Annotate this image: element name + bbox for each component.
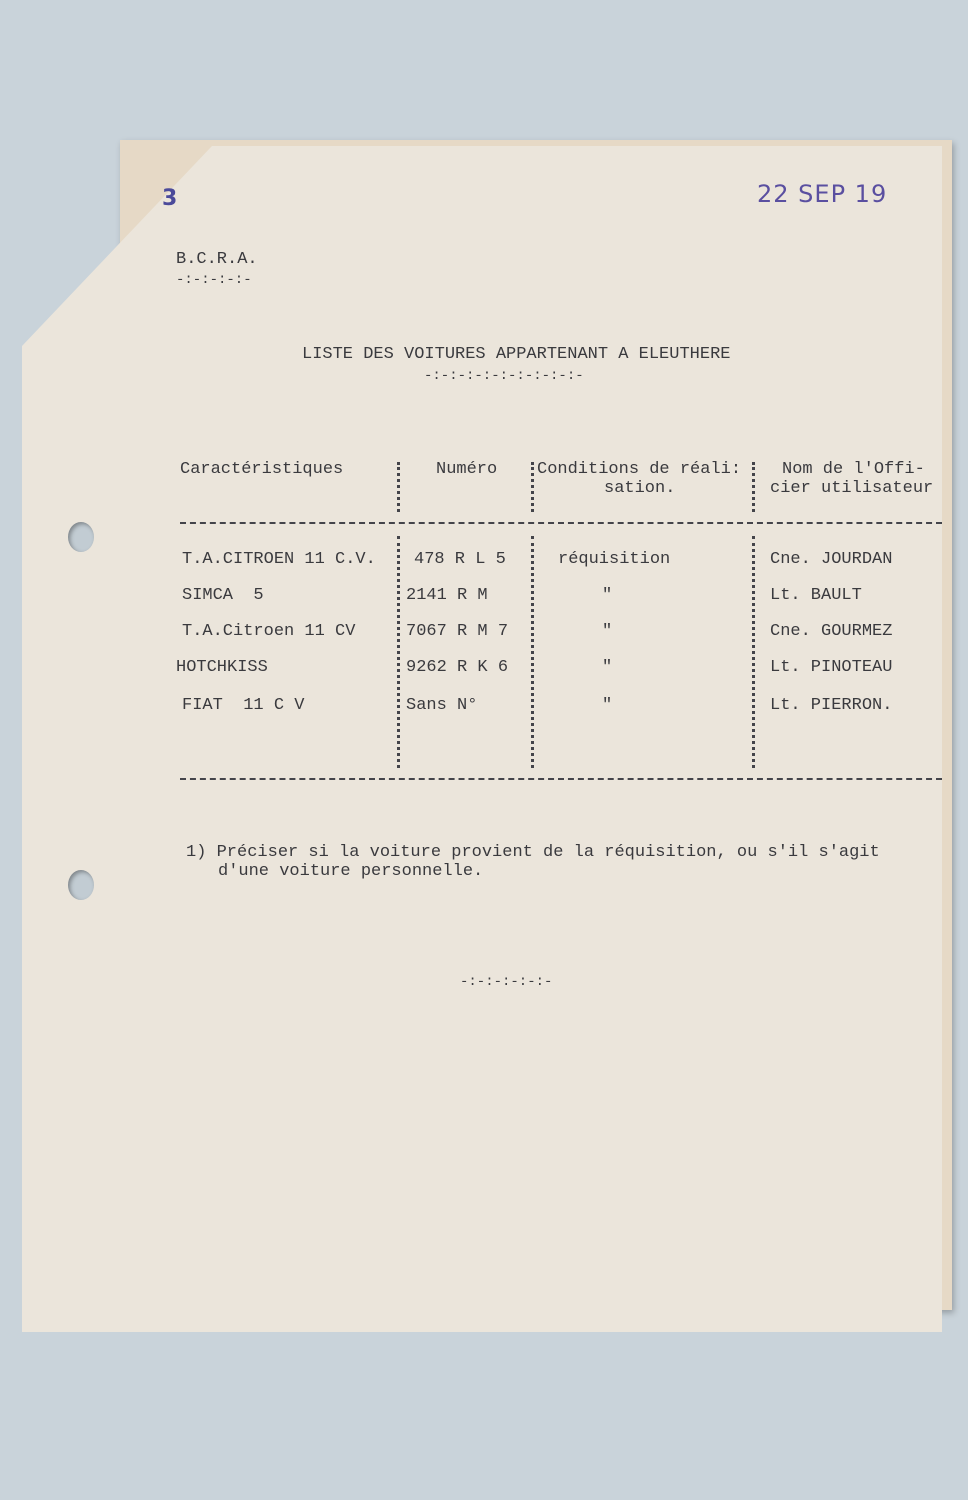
row-condition: " (602, 696, 613, 715)
header-org: B.C.R.A. (176, 250, 258, 269)
page-title: LISTE DES VOITURES APPARTENANT A ELEUTHERE (302, 345, 731, 364)
col-header-numero: Numéro (436, 460, 498, 479)
row-condition: " (602, 658, 613, 677)
row-officer: Lt. PINOTEAU (770, 658, 893, 677)
row-car: T.A.CITROEN 11 C.V. (182, 550, 376, 569)
footnote-line2: d'une voiture personnelle. (218, 862, 484, 881)
col-header-conditions-line2: sation. (604, 479, 676, 498)
row-number: 7067 R M 7 (406, 622, 509, 641)
footnote-line1: 1) Préciser si la voiture provient de la réquisition, ou s'il s'agit (186, 843, 880, 862)
col-header-officer: Nom de l'Offi- (782, 460, 925, 479)
row-condition: " (602, 622, 613, 641)
table-rule-top (180, 522, 942, 524)
punch-hole (68, 870, 94, 900)
column-separator (397, 462, 400, 512)
punch-hole (68, 522, 94, 552)
row-officer: Cne. JOURDAN (770, 550, 893, 569)
column-separator (752, 536, 755, 768)
row-officer: Lt. BAULT (770, 586, 862, 605)
col-header-conditions: Conditions de réali: (537, 460, 742, 479)
col-header-caracteristiques: Caractéristiques (180, 460, 344, 479)
row-number: 2141 R M (406, 586, 488, 605)
row-car: FIAT 11 C V (182, 696, 305, 715)
row-number: Sans N° (406, 696, 478, 715)
row-condition: réquisition (558, 550, 671, 569)
column-separator (397, 536, 400, 768)
col-header-officer-line2: cier utilisateur (770, 479, 934, 498)
handwritten-mark: 3 (162, 186, 178, 211)
document-sheet (22, 146, 942, 1332)
row-officer: Cne. GOURMEZ (770, 622, 893, 641)
column-separator (531, 536, 534, 768)
column-separator (752, 462, 755, 512)
row-car: HOTCHKISS (176, 658, 268, 677)
row-car: SIMCA 5 (182, 586, 264, 605)
row-officer: Lt. PIERRON. (770, 696, 893, 715)
row-car: T.A.Citroen 11 CV (182, 622, 356, 641)
date-stamp: 22 SEP 19 (757, 180, 888, 208)
title-rule: -:-:-:-:-:-:-:-:-:- (424, 368, 584, 384)
header-org-rule: -:-:-:-:- (176, 272, 252, 288)
table-rule-bottom (180, 778, 942, 780)
column-separator (531, 462, 534, 512)
end-rule: -:-:-:-:-:- (460, 974, 553, 990)
row-number: 478 R L 5 (414, 550, 506, 569)
row-number: 9262 R K 6 (406, 658, 509, 677)
row-condition: " (602, 586, 613, 605)
